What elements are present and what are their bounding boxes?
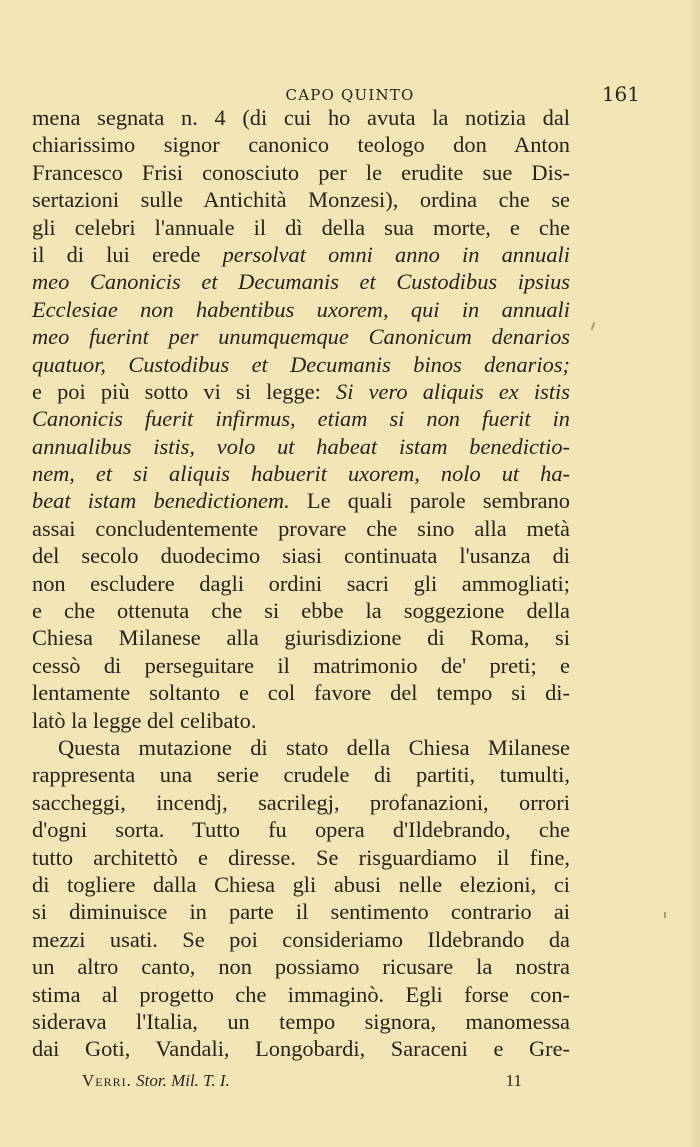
text-line: saccheggi, incendj, sacrilegj, profanazioni, orrori xyxy=(32,789,570,815)
text-line: Questa mutazione di stato della Chiesa Milanese xyxy=(58,734,570,760)
text-line: di togliere dalla Chiesa gli abusi nelle elezioni, ci xyxy=(32,871,570,897)
text-line xyxy=(32,433,570,460)
text-line xyxy=(32,378,570,405)
footer-signature xyxy=(82,1071,230,1091)
footer-author: Verri. xyxy=(82,1071,132,1090)
italic-segment: quatuor, Custodibus et Decumanis binos denarios; xyxy=(32,351,570,377)
text-line: cessò di perseguitare il matrimonio de' preti; e xyxy=(32,652,570,678)
text-line xyxy=(32,405,570,432)
italic-segment: Si vero aliquis ex istis xyxy=(336,378,570,404)
text-line: mena segnata n. 4 (di cui ho avuta la notizia dal xyxy=(32,105,570,130)
text-line xyxy=(32,487,570,514)
italic-segment: nem, et si aliquis habuerit uxorem, nolo ut ha- xyxy=(32,461,570,487)
chapter-title: CAPO QUINTO xyxy=(285,86,415,104)
text-line: sertazioni sulle Antichità Monzesi), ordina che se xyxy=(32,187,570,213)
text-line xyxy=(32,323,570,350)
italic-segment: meo Canonicis et Decumanis et Custodibus ipsius xyxy=(32,269,570,295)
text-line xyxy=(32,296,570,323)
roman-segment: Le quali parole sembrano xyxy=(289,488,570,514)
margin-mark xyxy=(591,322,596,330)
text-line xyxy=(32,241,570,268)
text-line: mezzi usati. Se poi consideriamo Ildebrando da xyxy=(32,926,570,952)
text-line: latò la legge del celibato. xyxy=(32,707,257,733)
sheet-signature-mark: 11 xyxy=(505,1071,522,1090)
italic-segment: Canonicis fuerit infirmus, etiam si non fuerit in xyxy=(32,406,570,432)
text-line xyxy=(32,460,570,487)
italic-segment: meo fuerint per unumquemque Canonicum denarios xyxy=(32,324,570,350)
text-line: rappresenta una serie crudele di partiti, tumulti, xyxy=(32,762,570,788)
text-line: un altro canto, non possiamo ricusare la nostra xyxy=(32,954,570,980)
body-text xyxy=(32,104,570,1063)
text-line: assai concludentemente provare che sino alla metà xyxy=(32,515,570,541)
text-line: dai Goti, Vandali, Longobardi, Saraceni e Gre- xyxy=(32,1036,570,1062)
text-line: si diminuisce in parte il sentimento contrario ai xyxy=(32,899,570,925)
footer-work: Stor. Mil. T. I. xyxy=(136,1071,230,1090)
margin-mark xyxy=(664,912,666,918)
text-line xyxy=(32,351,570,378)
italic-segment: Ecclesiae non habentibus uxorem, xyxy=(32,296,389,322)
italic-segment: annualibus istis, volo ut habeat istam benedictio- xyxy=(32,433,570,459)
roman-segment: il di lui erede xyxy=(32,241,223,267)
page-number: 161 xyxy=(601,82,640,106)
roman-segment xyxy=(389,297,411,322)
text-line xyxy=(32,268,570,295)
text-line: tutto architettò e diresse. Se risguardiamo il fine, xyxy=(32,844,570,870)
text-line: gli celebri l'annuale il dì della sua morte, e che xyxy=(32,214,570,240)
italic-segment: beat istam benedictionem. xyxy=(32,488,290,514)
text-line: non escludere dagli ordini sacri gli ammogliati; xyxy=(32,570,570,596)
text-line: chiarissimo signor canonico teologo don Anton xyxy=(32,132,570,158)
footer xyxy=(82,1071,522,1097)
text-line: siderava l'Italia, un tempo signora, manomessa xyxy=(32,1008,570,1034)
text-line: Francesco Frisi conosciuto per le erudite sue Dis- xyxy=(32,159,570,185)
text-line: d'ogni sorta. Tutto fu opera d'Ildebrando, che xyxy=(32,817,570,843)
text-line: lentamente soltanto e col favore del tempo si di- xyxy=(32,680,570,706)
text-line: e che ottenuta che si ebbe la soggezione della xyxy=(32,598,570,624)
page-edge-shadow xyxy=(686,0,700,1147)
italic-segment: persolvat omni anno in annuali xyxy=(222,241,570,267)
roman-segment: e poi più sotto vi si legge: xyxy=(32,378,336,404)
text-line: del secolo duodecimo siasi continuata l'usanza di xyxy=(32,543,570,569)
italic-segment: qui in annuali xyxy=(410,296,570,322)
text-line: stima al progetto che immaginò. Egli forse con- xyxy=(32,981,570,1007)
text-line: Chiesa Milanese alla giurisdizione di Roma, si xyxy=(32,625,570,651)
